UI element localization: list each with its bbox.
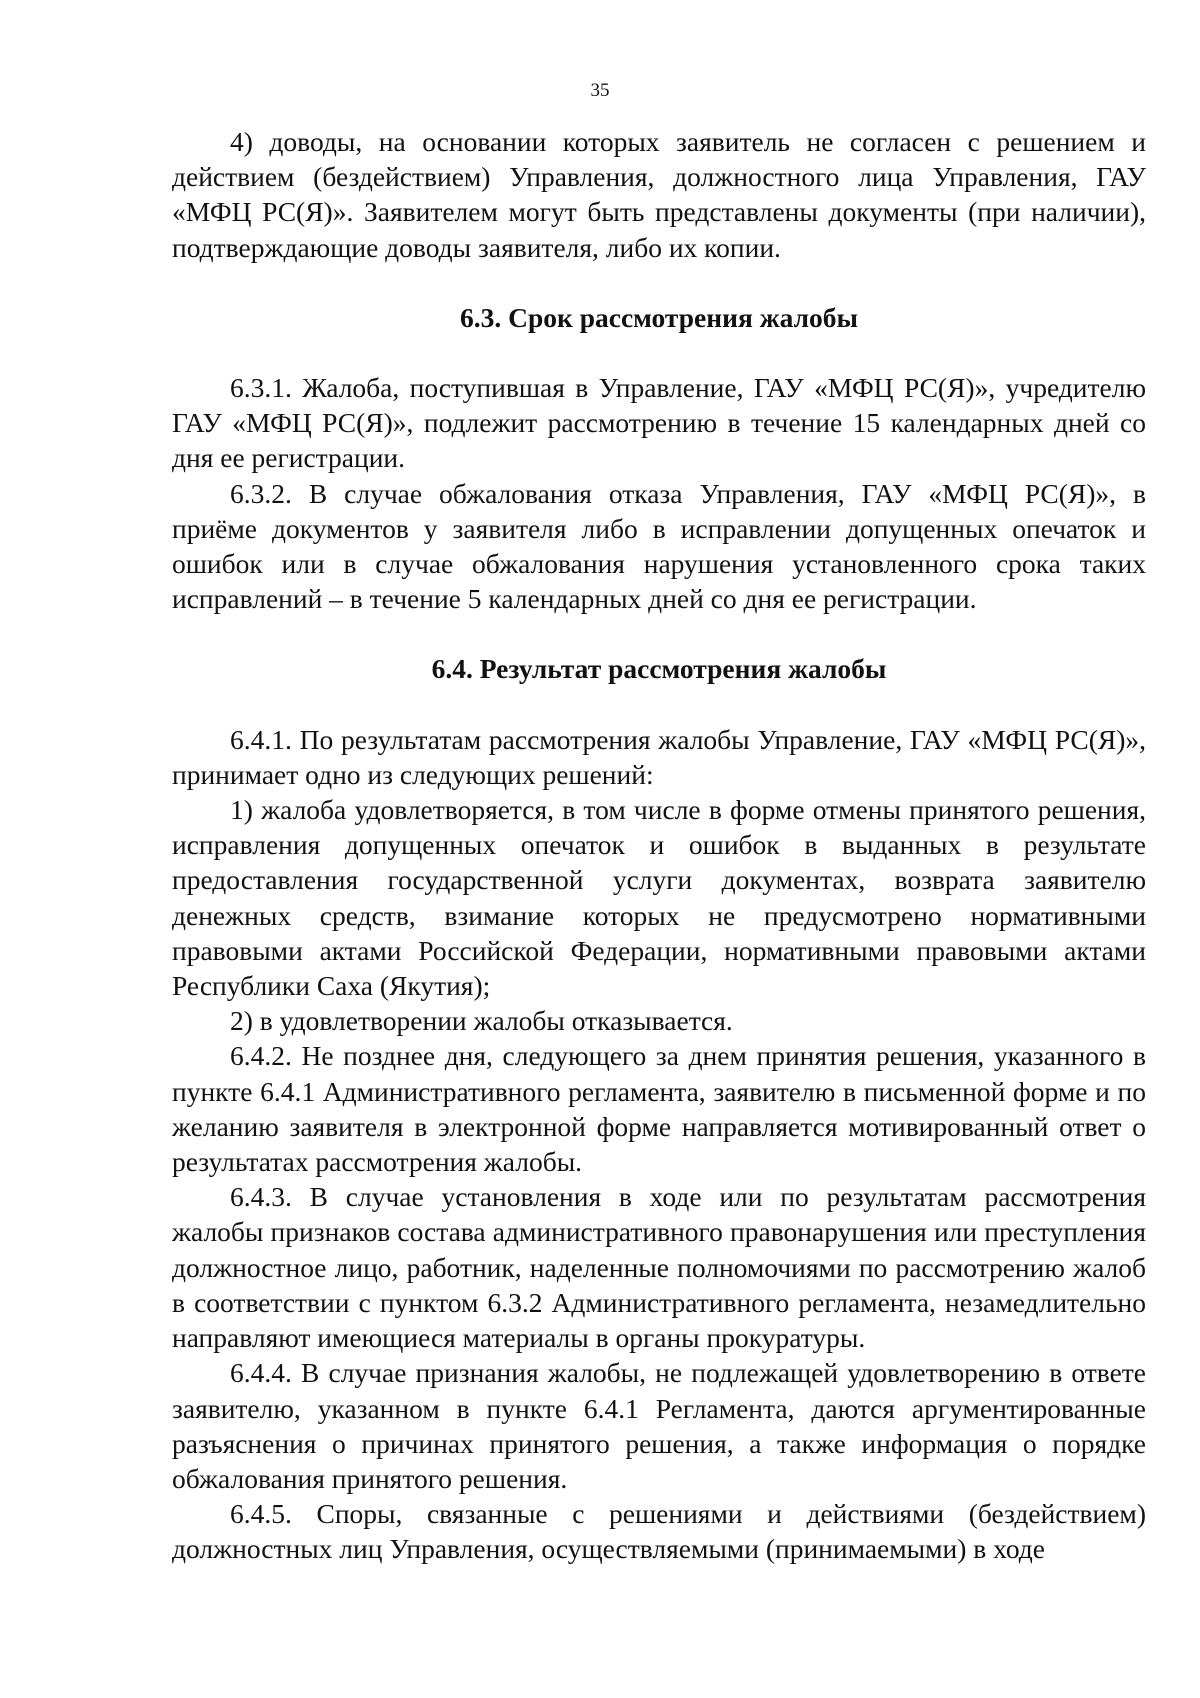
paragraph-6-3-2: 6.3.2. В случае обжалования отказа Управления, ГАУ «МФЦ РС(Я)», в приёме документов у заявителя либо в исправлении допущенных опечаток и ошибок или в случае обжалования нарушения установленного срока таких исправлений – в течение 5 календарных дней со дня ее регистрации. <box>172 477 1146 615</box>
paragraph-6-4-1-item-2: 2) в удовлетворении жалобы отказывается. <box>230 1005 733 1037</box>
paragraph-6-4-2: 6.4.2. Не позднее дня, следующего за днем принятия решения, указанного в пункте 6.4.1 Административного регламента, заявителю в письменной форме и по желанию заявителя в электронной форме направляется мотивированный ответ о результатах рассмотрения жалобы. <box>172 1040 1146 1178</box>
document-body <box>172 124 1146 1567</box>
paragraph-6-4-3: 6.4.3. В случае установления в ходе или по результатам рассмотрения жалобы признаков состава административного правонарушения или преступления должностное лицо, работник, наделенные полномочиями по рассмотрению жалоб в соответствии с пунктом 6.3.2 Административного регламента, незамедлительно направляют имеющиеся материалы в органы прокуратуры. <box>172 1181 1146 1354</box>
paragraph-6-4-1: 6.4.1. По результатам рассмотрения жалобы Управление, ГАУ «МФЦ РС(Я)», принимает одно из следующих решений: <box>172 723 1146 790</box>
page-number: 35 <box>590 80 610 101</box>
paragraph-6-4-4: 6.4.4. В случае признания жалобы, не подлежащей удовлетворению в ответе заявителю, указанном в пункте 6.4.1 Регламента, даются аргументированные разъяснения о причинах принятого решения, а также информация о порядке обжалования принятого решения. <box>172 1357 1146 1494</box>
paragraph-6-4-1-item-1: 1) жалоба удовлетворяется, в том числе в форме отмены принятого решения, исправления допущенных опечаток и ошибок в выданных в результате предоставления государственной услуги документах, возврата заявителю денежных средств, взимание которых не предусмотрено нормативными правовыми актами Российской Федерации, нормативными правовыми актами Республики Саха (Якутия); <box>172 794 1146 1002</box>
section-heading-6-4: 6.4. Результат рассмотрения жалобы <box>431 653 887 685</box>
section-heading-6-3: 6.3. Срок рассмотрения жалобы <box>459 301 859 333</box>
paragraph-6-3-1: 6.3.1. Жалоба, поступившая в Управление, ГАУ «МФЦ РС(Я)», учредителю ГАУ «МФЦ РС(Я)», подлежит рассмотрению в течение 15 календарных дней со дня ее регистрации. <box>172 372 1146 474</box>
paragraph-intro-4: 4) доводы, на основании которых заявитель не согласен с решением и действием (бездействием) Управления, должностного лица Управления, ГАУ «МФЦ РС(Я)». Заявителем могут быть представлены документы (при наличии), подтверждающие доводы заявителя, либо их копии. <box>172 126 1146 263</box>
paragraph-6-4-5: 6.4.5. Споры, связанные с решениями и действиями (бездействием) должностных лиц Управления, осуществляемыми (принимаемыми) в ходе <box>172 1498 1146 1565</box>
